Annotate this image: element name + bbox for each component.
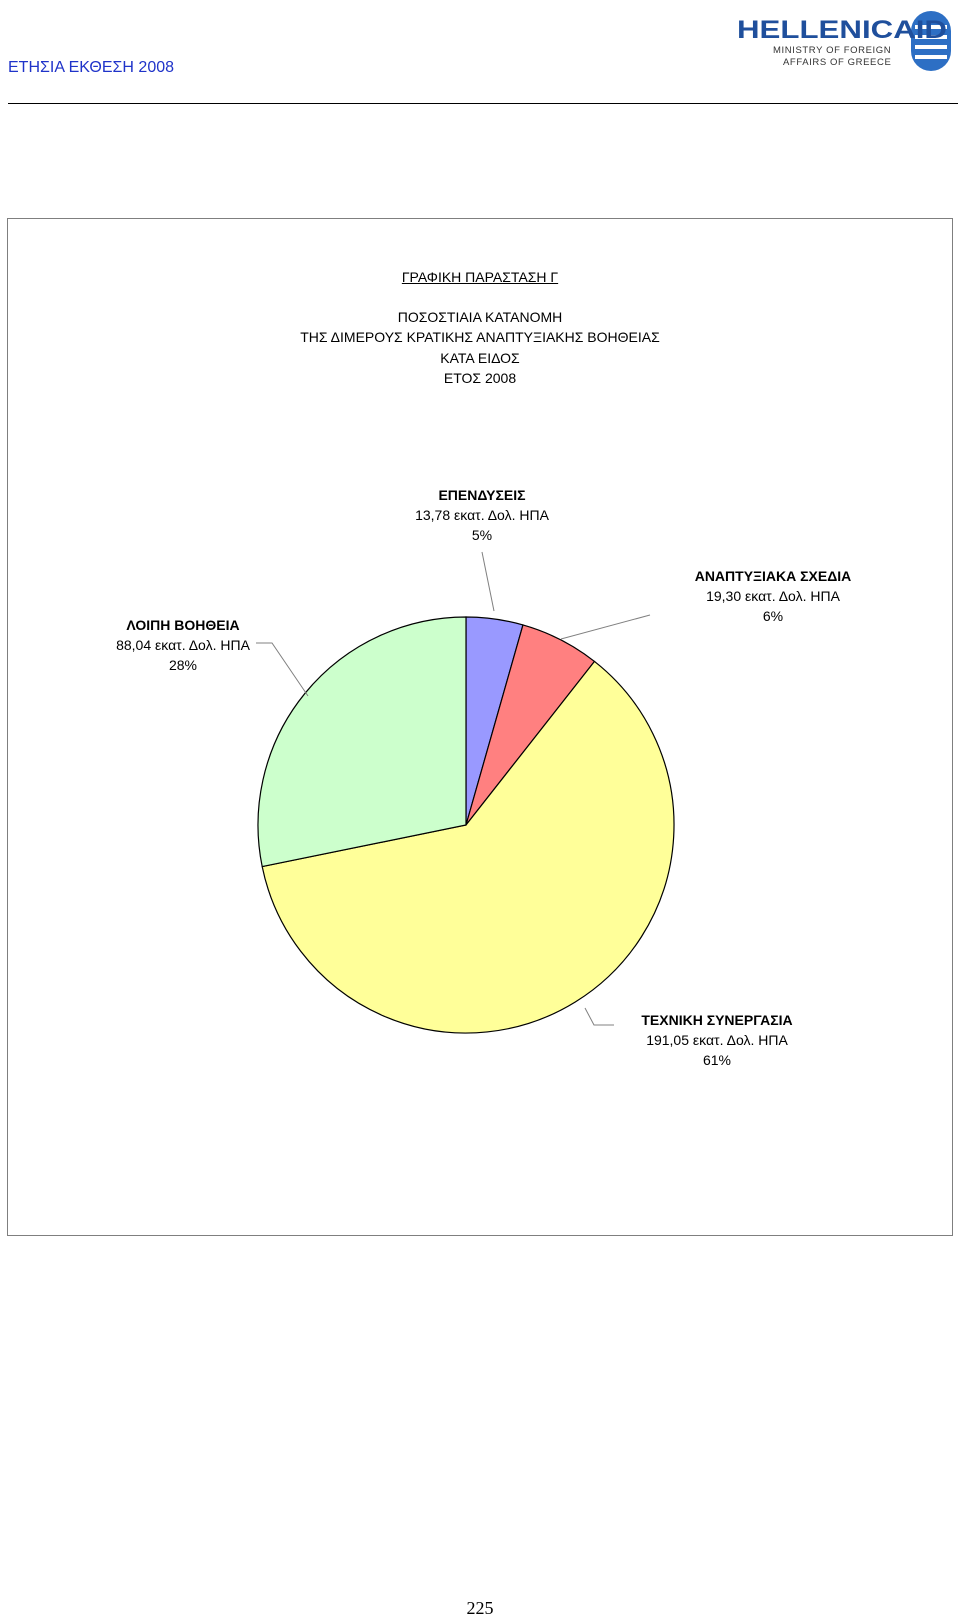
logo-brand-text: HELLENICAID <box>737 16 947 44</box>
chart-subtitle-line-3: ΚΑΤΑ ΕΙΔΟΣ <box>440 349 520 366</box>
slice-3-label-text: ΤΕΧΝΙΚΗ ΣΥΝΕΡΓΑΣΙΑ <box>641 1012 793 1028</box>
leader-line-slice-2 <box>561 615 650 639</box>
slice-4-label-text: ΛΟΙΠΗ ΒΟΗΘΕΙΑ <box>126 617 240 633</box>
chart-title: ΓΡΑΦΙΚΗ ΠΑΡΑΣΤΑΣΗ Γ <box>401 269 559 285</box>
slice-4-percent-text: 28% <box>168 657 198 673</box>
leader-line-slice-4 <box>256 643 308 696</box>
chart-subtitle-line-4: ΕΤΟΣ 2008 <box>443 370 517 386</box>
slice-1-percent-text: 5% <box>471 527 493 543</box>
pie-slice-4 <box>258 617 466 867</box>
report-title: ΕΤΗΣΙΑ ΕΚΘΕΣΗ 2008 <box>8 59 175 76</box>
pie-chart <box>8 219 954 1237</box>
page-number: 225 <box>466 1598 494 1618</box>
slice-3-percent-text: 61% <box>702 1052 732 1068</box>
slice-2-value-text: 19,30 εκατ. Δολ. ΗΠΑ <box>706 588 840 604</box>
chart-subtitle-line-2: ΤΗΣ ΔΙΜΕΡΟΥΣ ΚΡΑΤΙΚΗΣ ΑΝΑΠΤΥΞΙΑΚΗΣ ΒΟΗΘΕΙΑΣ <box>300 329 660 345</box>
logo-line-2: AFFAIRS OF GREECE <box>783 57 892 68</box>
slice-2-percent-text: 6% <box>762 608 784 624</box>
slice-3-value-text: 191,05 εκατ. Δολ. ΗΠΑ <box>646 1032 788 1048</box>
slice-1-label-text: ΕΠΕΝΔΥΣΕΙΣ <box>438 487 526 503</box>
leader-line-slice-1 <box>482 552 494 611</box>
slice-2-label-text: ΑΝΑΠΤΥΞΙΑΚΑ ΣΧΕΔΙΑ <box>694 568 852 584</box>
header-divider <box>8 103 958 104</box>
chart-frame <box>7 218 953 1236</box>
leader-line-slice-3 <box>585 1008 614 1025</box>
chart-subtitle-line-1: ΠΟΣΟΣΤΙΑΙΑ ΚΑΤΑΝΟΜΗ <box>397 308 563 325</box>
slice-1-value-text: 13,78 εκατ. Δολ. ΗΠΑ <box>415 507 549 523</box>
logo-line-1: MINISTRY OF FOREIGN <box>773 45 892 56</box>
hellenicaid-logo <box>735 8 957 74</box>
slice-4-value-text: 88,04 εκατ. Δολ. ΗΠΑ <box>116 637 250 653</box>
